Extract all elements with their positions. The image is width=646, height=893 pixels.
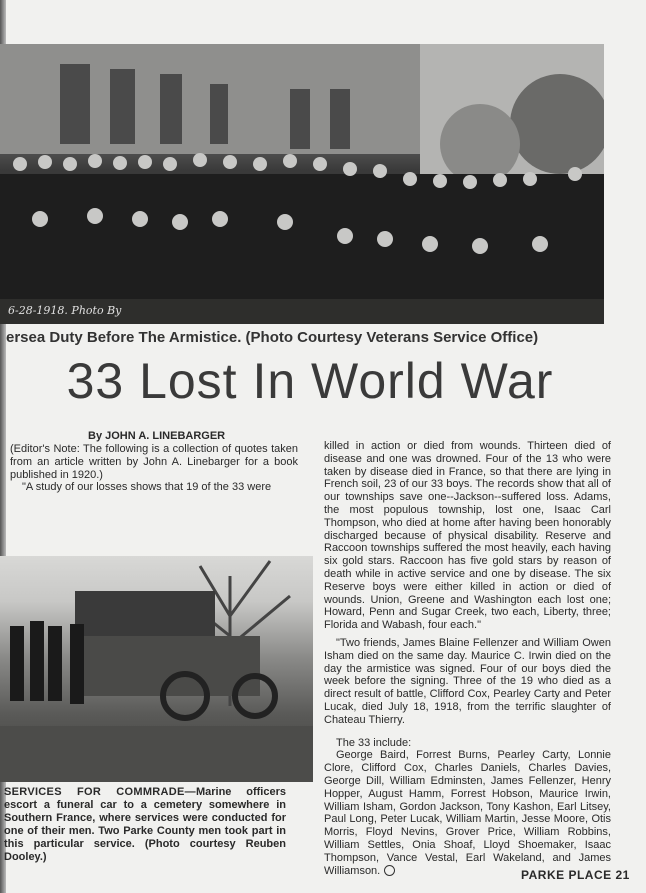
group-photo-illustration bbox=[0, 44, 604, 324]
caption-headline: SERVICES FOR COMMRADE— bbox=[4, 786, 196, 798]
paragraph-1-continued: killed in action or died from wounds. Thirteen died of disease and one was drowned. Four of the 13 who were taken by disease died in France, so that there are lying in French soil, 23 of our 33 boys. The records show that all of our townships save one--Jackson--suffered loss. Adams, the most populous township, lost one, Isaac Carl Thompson, who died at home after having been honorably discharged because of physical disability. Reserve and Raccoon townships suffered the most heavily, each having six gold stars. Raccoon has five gold stars by reason of death while in active service and one by disease. The six Reserve boys were either killed in action or died of wounds. Union, Greene and Washington each lost one; Howard, Penn and Sugar Creek, two each, Liberty, three; Florida and Wabash, four each." bbox=[324, 440, 611, 632]
group-photo-caption: ersea Duty Before The Armistice. (Photo Courtesy Veterans Service Office) bbox=[6, 329, 539, 346]
paragraph-2: "Two friends, James Blaine Fellenzer and William Owen Isham died on the same day. Maurice C. Irwin died on the day the armistice was signed. Four of our boys died the week before the signing. Three of the 19 who died as a direct result of battle, Clifford Cox, Pearley Carty and Peter Lucak, died July 18, 1918, from the terrific slaughter of Chateau Thierry. bbox=[324, 636, 611, 726]
names-text: George Baird, Forrest Burns, Pearley Carty, Lonnie Clore, Clifford Cox, Charles Daniels, Charles Davies, George Dill, William Edminsten, James Fellenzer, Henry Hopper, August Hamm, Forrest Hobson, Maurice Irwin, William Isham, Gordon Jackson, Tony Kashon, Earl Litsey, Paul Long, Peter Lucak, William Martin, Jesse Moore, Otis Morris, Floyd Nevins, Grover Price, William Robbins, William Settles, Onia Shoaf, Lloyd Shoemaker, Isaac Thompson, Vance Vestal, Earl Wakeland, and James Williamson. bbox=[324, 749, 611, 877]
funeral-car-illustration bbox=[0, 556, 313, 782]
byline: By JOHN A. LINEBARGER bbox=[88, 430, 226, 442]
names-list bbox=[324, 749, 611, 877]
funeral-car-photo bbox=[0, 556, 313, 782]
end-mark-icon bbox=[384, 865, 395, 876]
editors-note: (Editor's Note: The following is a collection of quotes taken from an article written by John A. Linebarger for a book published in 1920.) bbox=[10, 443, 298, 481]
page-folio: PARKE PLACE 21 bbox=[521, 868, 630, 882]
list-intro: The 33 include: bbox=[336, 736, 412, 749]
caption-body: Marine officers escort a funeral car to a cemetery somewhere in Southern France, where services were conducted for one of their men. Two Parke County men took part in this particular service. (Photo courtesy Reuben Dooley.) bbox=[4, 786, 286, 863]
funeral-photo-caption bbox=[4, 786, 286, 864]
photo-handwritten-note: 6-28-1918. Photo By bbox=[8, 304, 122, 317]
left-column bbox=[10, 443, 298, 499]
group-photo-soldiers bbox=[0, 44, 604, 324]
paragraph-1-start: "A study of our losses shows that 19 of the 33 were bbox=[22, 481, 272, 494]
right-column bbox=[324, 440, 611, 882]
article-title: 33 Lost In World War bbox=[66, 353, 554, 409]
